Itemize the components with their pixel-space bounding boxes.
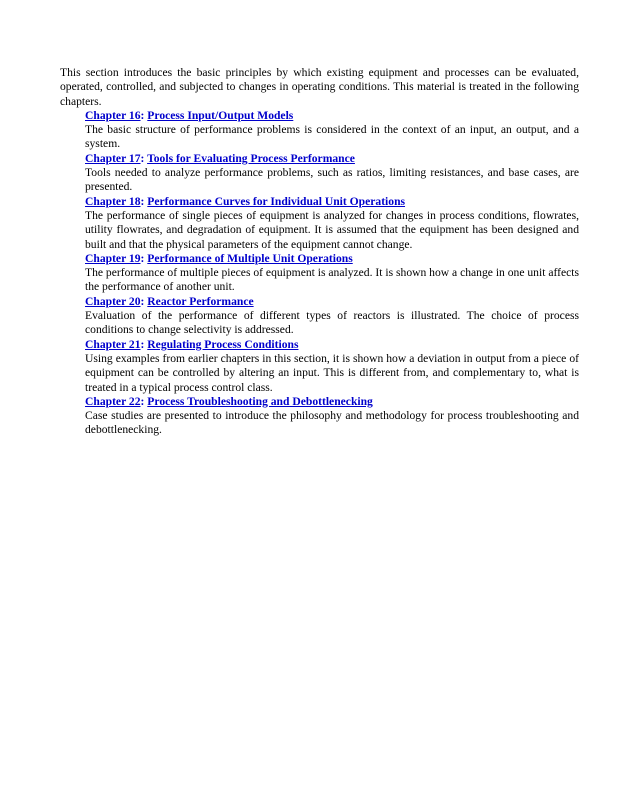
- chapter-entry-19: [85, 252, 579, 295]
- chapter-description: The performance of single pieces of equipment is analyzed for changes in process conditions, flowrates, utility flowrates, and degradation of equipment. It is assumed that the equipment has been designed and built and that the physical parameters of the equipment cannot change.: [85, 208, 579, 251]
- chapter-title-link[interactable]: Process Input/Output Models: [147, 108, 294, 122]
- chapter-heading: [85, 152, 579, 166]
- chapter-heading: [85, 395, 579, 409]
- intro-paragraph: This section introduces the basic principles by which existing equipment and processes can be evaluated, operated, controlled, and subjected to changes in operating conditions. This material is treated in the following chapters.: [60, 66, 579, 108]
- chapter-separator: :: [140, 294, 145, 308]
- chapter-description: Evaluation of the performance of different types of reactors is illustrated. The choice of process conditions to change selectivity is addressed.: [85, 309, 579, 337]
- chapter-entry-22: [85, 395, 579, 438]
- chapter-separator: :: [140, 337, 145, 351]
- chapter-number-link[interactable]: Chapter 19: [85, 251, 141, 265]
- chapter-description: The basic structure of performance problems is considered in the context of an input, an output, and a system.: [85, 123, 579, 151]
- chapter-heading: [85, 195, 579, 209]
- chapter-entry-18: [85, 195, 579, 252]
- chapter-title-link[interactable]: Tools for Evaluating Process Performance: [147, 151, 355, 165]
- chapter-number-link[interactable]: Chapter 20: [85, 294, 141, 308]
- chapter-heading: [85, 295, 579, 309]
- chapter-title-link[interactable]: Regulating Process Conditions: [147, 337, 299, 351]
- document-page: [60, 66, 579, 438]
- chapter-entry-21: [85, 338, 579, 395]
- chapter-title-link[interactable]: Reactor Performance: [147, 294, 254, 308]
- chapter-separator: :: [140, 251, 145, 265]
- chapter-title-link[interactable]: Performance Curves for Individual Unit Operations: [147, 194, 406, 208]
- chapter-description: Tools needed to analyze performance problems, such as ratios, limiting resistances, and base cases, are presented.: [85, 166, 579, 194]
- chapter-heading: [85, 252, 579, 266]
- chapter-description: The performance of multiple pieces of equipment is analyzed. It is shown how a change in one unit affects the performance of another unit.: [85, 266, 579, 294]
- chapter-entry-16: [85, 109, 579, 152]
- chapter-heading: [85, 109, 579, 123]
- chapter-description: Using examples from earlier chapters in this section, it is shown how a deviation in output from a piece of equipment can be controlled by altering an input. This is different from, and complementary to, what is treated in a typical process control class.: [85, 351, 579, 394]
- chapter-separator: :: [140, 194, 145, 208]
- chapter-number-link[interactable]: Chapter 18: [85, 194, 141, 208]
- chapter-heading: [85, 338, 579, 352]
- chapter-separator: :: [140, 108, 145, 122]
- chapter-description: Case studies are presented to introduce the philosophy and methodology for process troubleshooting and debottlenecking.: [85, 409, 579, 437]
- chapter-number-link[interactable]: Chapter 16: [85, 108, 141, 122]
- chapter-title-link[interactable]: Process Troubleshooting and Debottlenecking: [147, 394, 373, 408]
- chapter-separator: :: [140, 151, 145, 165]
- chapter-number-link[interactable]: Chapter 22: [85, 394, 141, 408]
- chapter-number-link[interactable]: Chapter 21: [85, 337, 141, 351]
- chapter-separator: :: [140, 394, 145, 408]
- chapter-entry-17: [85, 152, 579, 195]
- chapter-number-link[interactable]: Chapter 17: [85, 151, 141, 165]
- chapter-entry-20: [85, 295, 579, 338]
- chapter-title-link[interactable]: Performance of Multiple Unit Operations: [147, 251, 353, 265]
